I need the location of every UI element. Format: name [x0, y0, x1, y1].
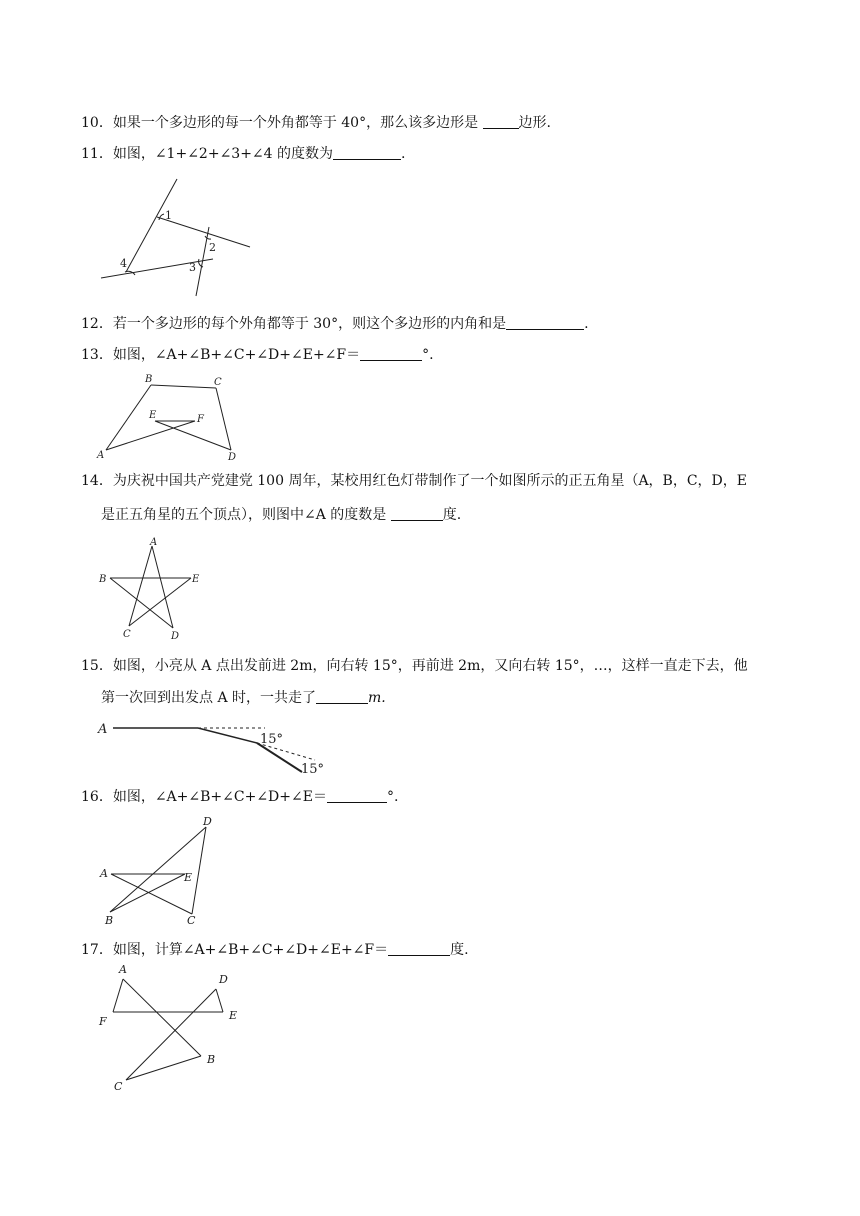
fig14-line: [110, 578, 173, 628]
question-number: 12．: [81, 316, 113, 332]
figure-13-svg: [90, 372, 250, 462]
fig14-label: A: [150, 537, 158, 548]
question-number: 15．: [81, 658, 113, 674]
question-11: [81, 144, 405, 164]
figure-14-svg: [95, 536, 215, 644]
fig16-label: B: [105, 914, 114, 927]
fig17-line: [126, 989, 216, 1080]
fig16-line: [110, 827, 206, 912]
figure-11: [95, 175, 260, 304]
fig15-line: [257, 743, 302, 772]
fig13-line: [216, 388, 231, 450]
figure-16: [95, 813, 225, 932]
question-text-end: 度.: [450, 942, 469, 958]
question-text: 如图，计算∠A+∠B+∠C+∠D+∠E+∠F＝: [112, 942, 389, 958]
question-text: 第一次回到出发点 A 时，一共走了: [101, 690, 317, 706]
fig13-label: A: [97, 450, 105, 461]
fig13-label: B: [145, 374, 153, 385]
fig17-label: F: [99, 1015, 107, 1028]
question-text-end: °.: [386, 789, 399, 805]
question-text-end: 边形.: [518, 115, 551, 131]
question-15-line2: [101, 688, 386, 708]
fig14-label: D: [171, 631, 180, 642]
fig11-line: [101, 259, 213, 278]
fig13-line: [155, 421, 231, 450]
question-10: [81, 113, 551, 133]
fig16-line: [110, 874, 185, 912]
figure-15: [95, 716, 340, 785]
fig14-label: C: [123, 629, 131, 640]
fig17-line: [123, 979, 201, 1056]
answer-blank[interactable]: [333, 145, 401, 160]
fig13-label: E: [149, 410, 157, 421]
question-13: [81, 345, 434, 365]
fig11-line: [126, 179, 177, 272]
fig17-label: C: [114, 1080, 123, 1093]
question-number: 11．: [81, 146, 113, 162]
figure-11-svg: [95, 175, 260, 300]
fig15-line: [198, 728, 257, 743]
fig11-label: 1: [165, 209, 172, 222]
answer-blank[interactable]: [483, 114, 519, 129]
question-text-end: 度.: [442, 507, 462, 523]
answer-blank[interactable]: [388, 941, 450, 956]
question-text-end: °.: [422, 347, 434, 363]
fig15-label: 15°: [301, 762, 325, 777]
question-text: 若一个多边形的每个外角都等于 30°，则这个多边形的内角和是: [112, 316, 507, 332]
fig11-angle-mark: [205, 236, 211, 239]
fig14-line: [129, 546, 152, 626]
fig16-line: [192, 827, 206, 914]
fig14-label: B: [99, 574, 107, 585]
fig13-label: C: [214, 377, 222, 388]
figure-15-svg: [95, 716, 340, 781]
answer-blank[interactable]: [360, 346, 422, 361]
fig16-label: E: [184, 871, 193, 884]
fig16-label: C: [187, 914, 196, 927]
fig16-label: D: [203, 815, 212, 828]
figure-17: [95, 962, 245, 1101]
figure-16-svg: [95, 813, 225, 928]
fig15-label: A: [98, 722, 108, 737]
question-number: 14．: [81, 473, 113, 489]
fig11-label: 2: [209, 241, 216, 254]
question-text: 如图，∠A+∠B+∠C+∠D+∠E＝: [112, 789, 327, 805]
question-15-line1: [81, 656, 748, 676]
fig17-label: A: [119, 963, 127, 976]
fig11-label: 4: [120, 257, 127, 270]
fig16-label: A: [100, 867, 108, 880]
question-text: 如图，∠A+∠B+∠C+∠D+∠E+∠F＝: [112, 347, 361, 363]
question-17: [81, 940, 469, 960]
fig13-label: F: [197, 414, 204, 425]
question-text-end: .: [584, 316, 589, 332]
question-text-end: m.: [368, 690, 386, 706]
question-14-line1: [81, 471, 747, 491]
fig17-label: D: [219, 973, 228, 986]
question-number: 16．: [81, 789, 113, 805]
question-text: 如图，∠1+∠2+∠3+∠4 的度数为: [112, 146, 334, 162]
answer-blank[interactable]: [506, 315, 584, 330]
question-16: [81, 787, 398, 807]
fig13-line: [106, 385, 151, 450]
question-14-line2: [101, 505, 461, 525]
fig17-label: B: [207, 1053, 216, 1066]
question-text-end: .: [401, 146, 406, 162]
fig13-line: [151, 385, 216, 388]
fig14-line: [152, 546, 173, 628]
fig16-line: [111, 874, 192, 914]
question-text: 如果一个多边形的每一个外角都等于 40°，那么该多边形是: [112, 115, 479, 131]
figure-13: [90, 372, 250, 466]
answer-blank[interactable]: [316, 689, 368, 704]
fig13-label: D: [228, 452, 237, 462]
fig17-line: [216, 989, 223, 1012]
question-text: 为庆祝中国共产党建党 100 周年，某校用红色灯带制作了一个如图所示的正五角星（A，B，C，D，E: [112, 473, 748, 489]
question-12: [81, 314, 589, 334]
answer-blank[interactable]: [391, 506, 443, 521]
answer-blank[interactable]: [327, 788, 387, 803]
fig13-line: [106, 421, 195, 450]
question-number: 17．: [81, 942, 113, 958]
figure-17-svg: [95, 962, 245, 1097]
fig14-label: E: [192, 574, 200, 585]
fig15-label: 15°: [260, 732, 284, 747]
question-text: 是正五角星的五个顶点），则图中∠A 的度数是: [101, 507, 387, 523]
fig17-label: E: [229, 1009, 238, 1022]
fig17-line: [113, 979, 123, 1012]
figure-14: [95, 536, 215, 648]
question-text: 如图，小亮从 A 点出发前进 2m，向右转 15°，再前进 2m，又向右转 15°，…，这样一直走下去，他: [112, 658, 748, 674]
fig14-line: [129, 578, 191, 626]
fig11-label: 3: [189, 261, 196, 274]
question-number: 10．: [81, 115, 113, 131]
question-number: 13．: [81, 347, 113, 363]
